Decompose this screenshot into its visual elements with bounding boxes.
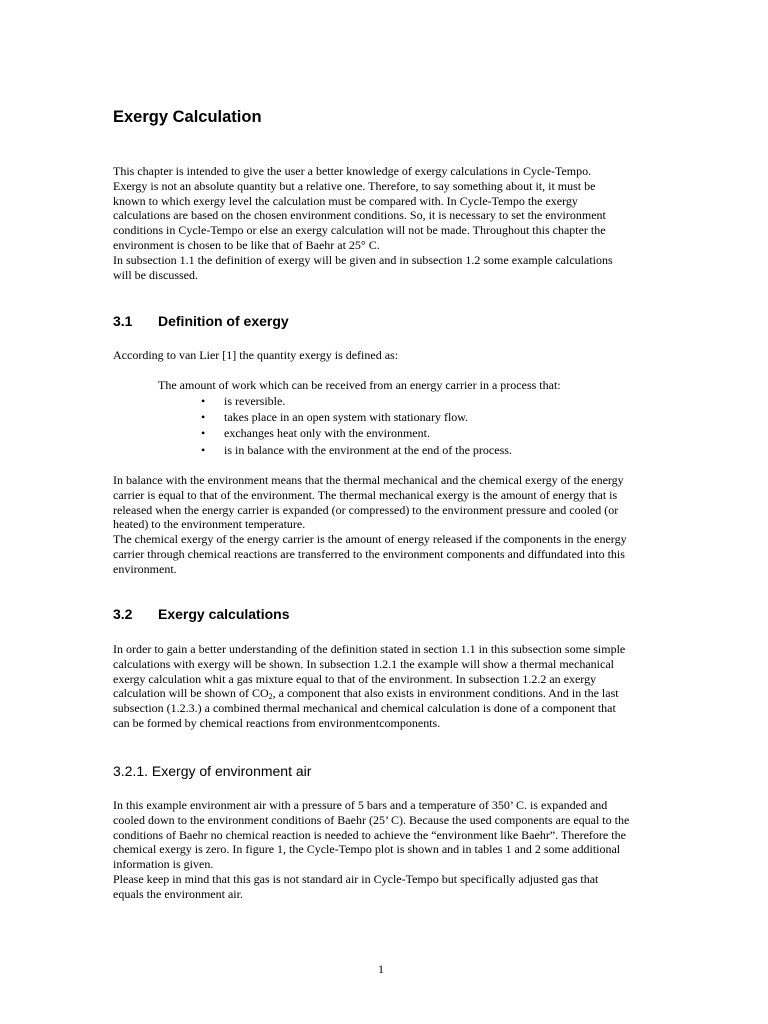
text-line: This chapter is intended to give the user a better knowledge of exergy calculations in Cycle-Tempo. xyxy=(113,164,592,178)
text-line: The chemical exergy of the energy carrier is the amount of energy released if the components in the energy xyxy=(113,532,627,547)
text-line: environment. xyxy=(113,561,177,576)
text-line: known to which exergy level the calculation must be compared with. In Cycle-Tempo the exergy xyxy=(113,193,578,208)
section-number: 3.2 xyxy=(113,606,133,622)
section-title: Definition of exergy xyxy=(158,313,289,329)
calculations-paragraph xyxy=(113,642,658,731)
text-line: In order to gain a better understanding of the definition stated in section 1.1 in this subsection some simple xyxy=(113,642,626,656)
text-line: heated) to the environment temperature. xyxy=(113,517,306,532)
subsection-heading: 3.2.1. Exergy of environment air xyxy=(113,763,312,779)
text-line: carrier is equal to that of the environment. The thermal mechanical exergy is the amount of energy that is xyxy=(113,487,618,502)
text-line: conditions of Baehr no chemical reaction is needed to achieve the “environment like Baehr”. Therefore the xyxy=(113,827,626,842)
co2-subscript: 2 xyxy=(268,692,273,702)
text-line: released when the energy carrier is expanded (or compressed) to the environment pressure and cooled (or xyxy=(113,502,619,517)
page-title: Exergy Calculation xyxy=(113,108,262,126)
text-line: exergy calculation whit a gas mixture equal to that of the environment. In subsection 1.2.2 an exergy xyxy=(113,671,597,686)
intro-paragraph xyxy=(113,164,658,282)
text-line: According to van Lier [1] the quantity exergy is defined as: xyxy=(113,348,399,362)
text-line: conditions in Cycle-Tempo or else an exergy calculation will not be made. Throughout this chapter the xyxy=(113,223,606,238)
bullet-icon: • xyxy=(201,442,206,457)
section-title: Exergy calculations xyxy=(158,606,290,622)
bullet-icon: • xyxy=(201,426,206,441)
text-line: will be discussed. xyxy=(113,267,198,282)
section-number: 3.1 xyxy=(113,313,133,329)
text-line: Please keep in mind that this gas is not standard air in Cycle-Tempo but specifically adjusted gas that xyxy=(113,871,599,886)
list-item: • takes place in an open system with stationary flow. xyxy=(201,410,469,425)
bullet-icon: • xyxy=(201,410,206,425)
text-line: equals the environment air. xyxy=(113,886,243,901)
definition-body xyxy=(113,473,658,577)
list-item: • exchanges heat only with the environment. xyxy=(201,426,430,441)
text-line: calculations with exergy will be shown. In subsection 1.2.1 the example will show a thermal mechanical xyxy=(113,656,614,671)
text-line: subsection (1.2.3.) a combined thermal mechanical and chemical calculation is done of a component that xyxy=(113,701,616,716)
page-number: 1 xyxy=(378,962,384,976)
section-heading-calculations xyxy=(113,606,290,622)
text-line: environment is chosen to be like that of Baehr at 25° C. xyxy=(113,237,380,252)
text-line: In this example environment air with a pressure of 5 bars and a temperature of 350’ C. is expanded and xyxy=(113,798,608,812)
text-line: In subsection 1.1 the definition of exergy will be given and in subsection 1.2 some example calculations xyxy=(113,252,613,267)
text-line: cooled down to the environment conditions of Baehr (25’ C). Because the used components are equal to the xyxy=(113,812,630,827)
text-line: calculation will be shown of $CO_2$, a component that also exists in environment conditions. And in the last xyxy=(113,686,619,702)
definition-bullet-list xyxy=(201,393,512,458)
text-line: information is given. xyxy=(113,857,214,872)
bullet-icon: • xyxy=(201,394,206,408)
text-line: can be formed by chemical reactions from environmentcomponents. xyxy=(113,715,441,730)
list-item: • is reversible. xyxy=(201,394,286,408)
subsection-paragraph xyxy=(113,798,658,902)
definition-intro xyxy=(158,378,703,393)
list-item: • is in balance with the environment at the end of the process. xyxy=(201,442,512,457)
section-heading-definition xyxy=(113,313,289,329)
text-line: calculations are based on the chosen environment conditions. So, it is necessary to set the environment xyxy=(113,208,606,223)
definition-lead xyxy=(113,348,658,363)
text-line: carrier through chemical reactions are transferred to the environment components and diffundated into this xyxy=(113,546,625,561)
text-line: Exergy is not an absolute quantity but a relative one. Therefore, to say something about it, it must be xyxy=(113,178,596,193)
text-line: The amount of work which can be received from an energy carrier in a process that: xyxy=(158,378,561,392)
text-line: chemical exergy is zero. In figure 1, the Cycle-Tempo plot is shown and in tables 1 and 2 some additional xyxy=(113,842,621,857)
text-line: In balance with the environment means that the thermal mechanical and the chemical exergy of the energy xyxy=(113,473,624,487)
